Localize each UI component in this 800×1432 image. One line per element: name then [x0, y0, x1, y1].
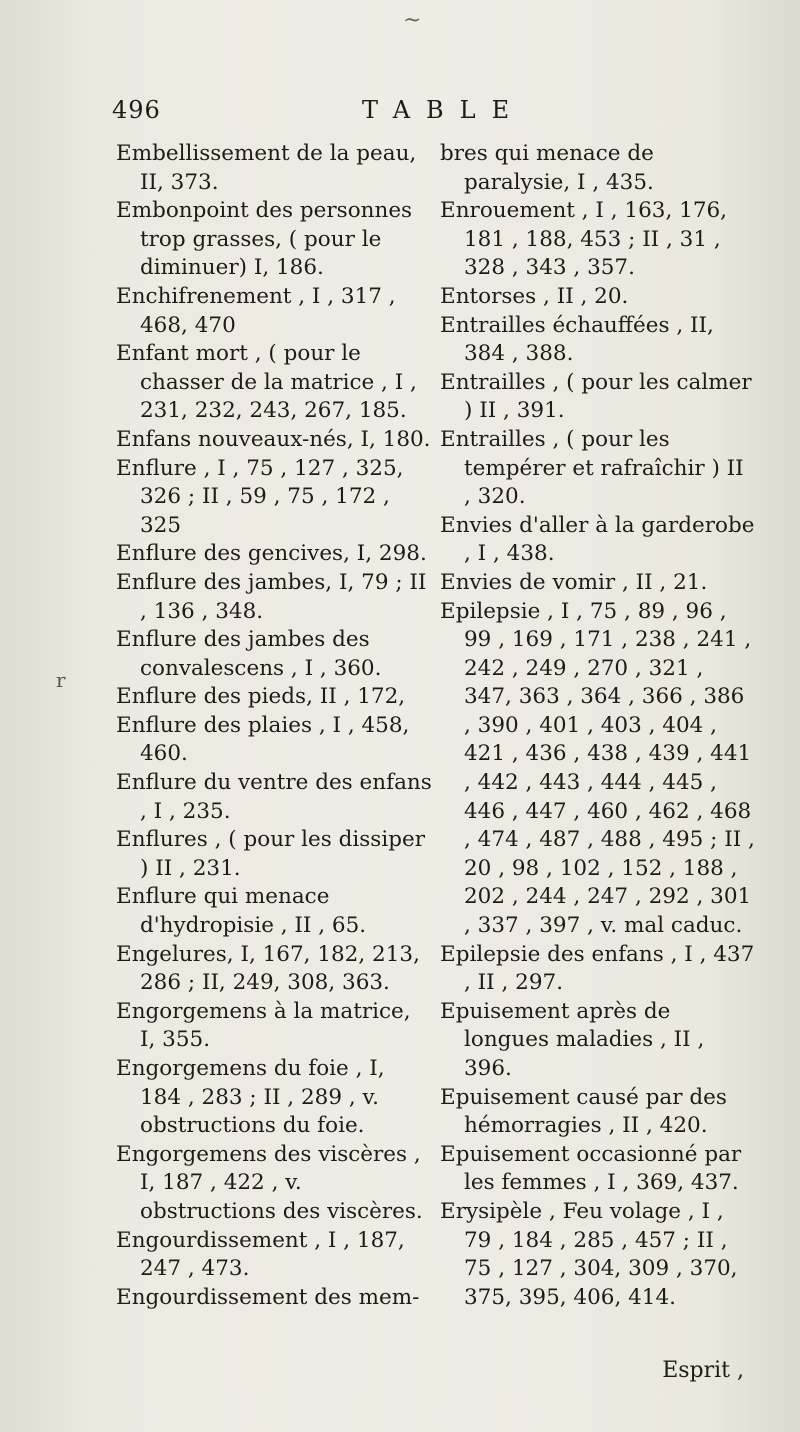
- index-entry: Enflure des plaies , I , 458, 460.: [116, 712, 410, 767]
- index-entry: Envies d'aller à la garderobe , I , 438.: [440, 512, 755, 567]
- index-entry: Enflure des jambes, I, 79 ; II , 136 , 348.: [116, 569, 427, 624]
- index-entry: Enflure qui menace d'hydropisie , II , 65.: [116, 884, 367, 939]
- index-entry: Epilepsie , I , 75 , 89 , 96 , 99 , 169 , 171 , 238 , 241 , 242 , 249 , 270 , 321 , 347, 363 , 364 , 366 , 386 , 390 , 401 , 403 , 404 , 421 , 436 , 438 , 439 , 441 , 442 , 443 , 444 , 445 , 446 , 447 , 460 , 462 , 468 , 474 , 487 , 488 , 495 ; II , 20 , 98 , 102 , 152 , 188 , 202 , 244 , 247 , 292 , 301 , 337 , 397 , v. mal caduc.: [440, 598, 755, 939]
- index-column-right: [440, 140, 756, 1312]
- catchword: Esprit ,: [662, 1358, 744, 1383]
- margin-mark: r: [56, 668, 66, 692]
- index-entry: Entrailles échauffées , II, 384 , 388.: [440, 312, 714, 367]
- index-entry: Entorses , II , 20.: [440, 283, 629, 309]
- index-entry: Enflure des pieds, II , 172,: [116, 684, 406, 710]
- index-entry: Engourdissement des mem-: [116, 1284, 420, 1310]
- index-entry: Engorgemens des viscères , I, 187 , 422 , v. obstructions des viscères.: [116, 1141, 423, 1224]
- index-entry: Enflure du ventre des enfans , I , 235.: [116, 770, 432, 824]
- index-entry: Embonpoint des personnes trop grasses, ( pour le diminuer) I, 186.: [116, 198, 413, 281]
- index-entry: Engourdissement , I , 187, 247 , 473.: [116, 1227, 405, 1282]
- index-entry: Enflure des gencives, I, 298.: [116, 541, 427, 567]
- index-entry: Engelures, I, 167, 182, 213, 286 ; II, 249, 308, 363.: [116, 941, 420, 996]
- index-entry: Enchifrenement , I , 317 , 468, 470: [116, 283, 396, 338]
- index-entry: Engorgemens à la matrice, I, 355.: [116, 998, 411, 1053]
- index-entry: Engorgemens du foie , I, 184 , 283 ; II , 289 , v. obstructions du foie.: [116, 1056, 385, 1139]
- index-entry: Entrailles , ( pour les calmer ) II , 391.: [440, 369, 752, 424]
- top-ink-mark: ~: [403, 8, 422, 33]
- index-entry: Epuisement causé par des hémorragies , II , 420.: [440, 1084, 727, 1139]
- index-entry: Epuisement occasionné par les femmes , I , 369, 437.: [440, 1141, 742, 1196]
- index-entry: bres qui menace de paralysie, I , 435.: [440, 141, 654, 195]
- index-entry: Enflure des jambes des convalescens , I , 360.: [116, 627, 382, 681]
- index-entry: Envies de vomir , II , 21.: [440, 569, 708, 595]
- index-entry: Erysipèle , Feu volage , I , 79 , 184 , 285 , 457 ; II , 75 , 127 , 304, 309 , 370, 375, 395, 406, 414.: [440, 1198, 738, 1310]
- index-entry: Enflure , I , 75 , 127 , 325, 326 ; II , 59 , 75 , 172 , 325: [116, 455, 404, 538]
- index-entry: Enfant mort , ( pour le chasser de la matrice , I , 231, 232, 243, 267, 185.: [116, 341, 417, 424]
- page-header: [112, 96, 752, 136]
- index-entry: Epuisement après de longues maladies , II , 396.: [440, 998, 705, 1081]
- index-entry: Enrouement , I , 163, 176, 181 , 188, 453 ; II , 31 , 328 , 343 , 357.: [440, 198, 728, 281]
- index-entry: Embellissement de la peau, II, 373.: [116, 141, 417, 195]
- index-column-left: [116, 140, 432, 1312]
- index-entry: Enflures , ( pour les dissiper ) II , 231.: [116, 827, 425, 881]
- page-number: 496: [112, 96, 161, 124]
- index-entry: Epilepsie des enfans , I , 437 , II , 297.: [440, 941, 755, 996]
- index-entry: Entrailles , ( pour les tempérer et rafraîchir ) II , 320.: [440, 426, 744, 510]
- running-title: TABLE: [362, 96, 526, 124]
- index-entry: Enfans nouveaux-nés, I, 180.: [116, 426, 431, 452]
